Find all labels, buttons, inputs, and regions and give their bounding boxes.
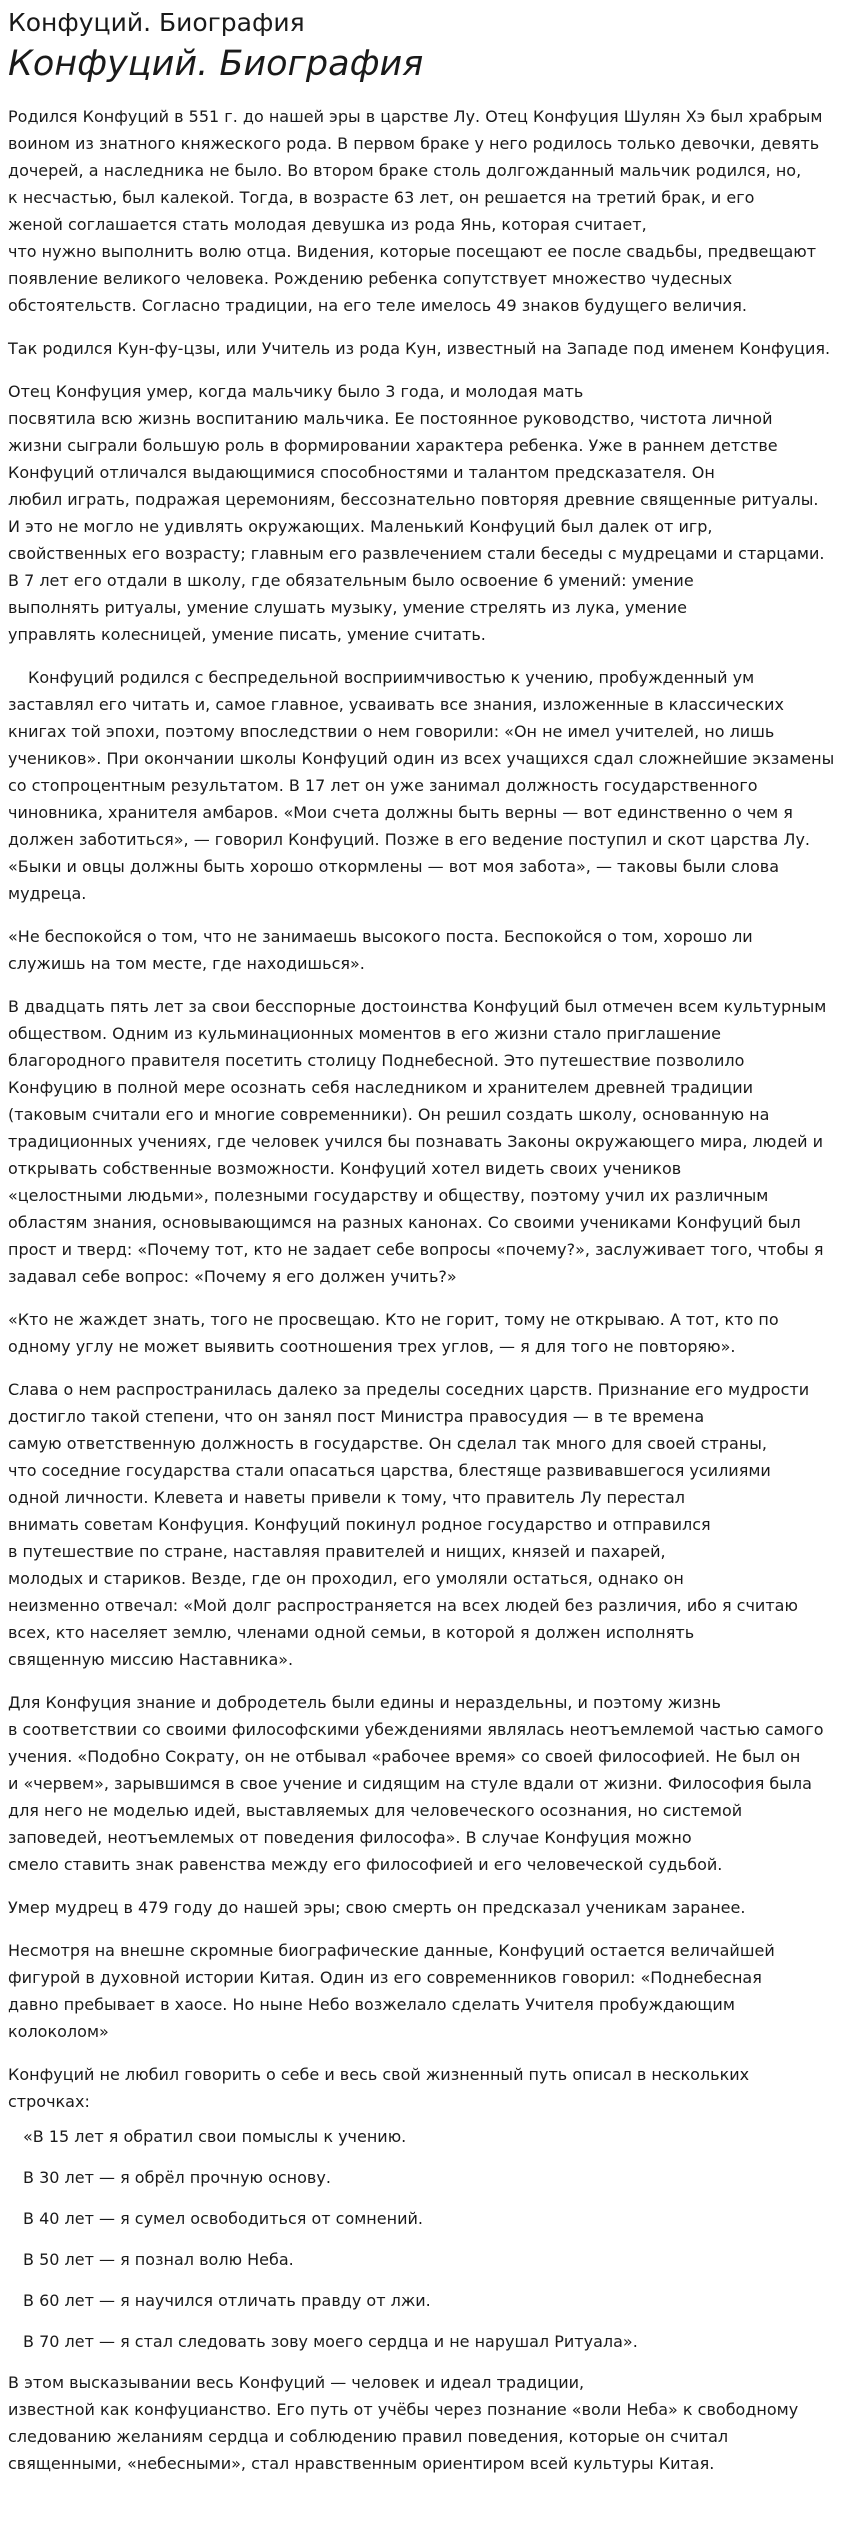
quote-duty: «Не беспокойся о том, что не занимаешь высокого поста. Беспокойся о том, хорошо ли служишь на том месте, где находишься». (8, 927, 753, 973)
article-heading: Конфуций. Биография (8, 44, 424, 84)
paragraph-learning: Конфуций родился с беспредельной восприимчивостью к учению, пробужденный ум заставлял его читать и, самое главное, усваивать все знания, изложенные в классических книгах той эпохи, поэтому впоследствии о нем говорили: «Он не имел учителей, но лишь учеников». При окончании школы Конфуций один из всех учащихся сдал сложнейшие экзамены со стопроцентным результатом. В 17 лет он уже занимал должность государственного чиновника, хранителя амбаров. «Мои счета должны быть верны — вот единственно о чем я должен заботиться», — говорил Конфуций. Позже в его ведение поступил и скот царства Лу. «Быки и овцы должны быть хорошо откормлены — вот моя забота», — таковы были слова мудреца. (8, 668, 835, 903)
saying-item: В 50 лет — я познал волю Неба. (23, 2250, 294, 2269)
paragraph-life-intro: Конфуций не любил говорить о себе и весь свой жизненный путь описал в нескольких строчках: (8, 2065, 750, 2111)
paragraph-school: В двадцать пять лет за свои бесспорные достоинства Конфуций был отмечен всем культурным обществом. Одним из кульминационных моментов в его жизни стало приглашение благородного правителя посетить столицу Поднебесной. Это путешествие позволило Конфуцию в полной мере осознать себя наследником и хранителем древней традиции (таковым считали его и многие современники). Он решил создать школу, основанную на традиционных учениях, где человек учился бы познавать Законы окружающего мира, людей и открывать собственные возможности. Конфуций хотел видеть своих учеников «целостными людьми», полезными государству и обществу, поэтому учил их различным областям знания, основывающимся на разных канонах. Со своими учениками Конфуций был прост и тверд: «Почему тот, кто не задает себе вопросы «почему?», заслуживает того, чтобы я задавал себе вопрос: «Почему я его должен учить?» (8, 997, 827, 1286)
paragraph-name: Так родился Кун-фу-цзы, или Учитель из рода Кун, известный на Западе под именем Конфуция. (8, 339, 831, 358)
saying-item: В 60 лет — я научился отличать правду от лжи. (23, 2291, 431, 2310)
sayings-list (8, 2123, 839, 2355)
paragraph-closing: В этом высказывании весь Конфуций — человек и идеал традиции, известной как конфуцианство. Его путь от учёбы через познание «воли Неба» к свободному следованию желаниям сердца и соблюдению правил поведения, которые он считал священными, «небесными», стал нравственным ориентиром всей культуры Китая. (8, 2373, 799, 2473)
page-tab-title: Конфуций. Биография (8, 8, 305, 37)
saying-item: В 30 лет — я обрёл прочную основу. (23, 2168, 331, 2187)
paragraph-childhood: Отец Конфуция умер, когда мальчику было 3 года, и молодая мать посвятила всю жизнь воспитанию мальчика. Ее постоянное руководство, чистота личной жизни сыграли большую роль в формировании характера ребенка. Уже в раннем детстве Конфуций отличался выдающимися способностями и талантом предсказателя. Он любил играть, подражая церемониям, бессознательно повторяя древние священные ритуалы. И это не могло не удивлять окружающих. Маленький Конфуций был далек от игр, свойственных его возрасту; главным его развлечением стали беседы с мудрецами и старцами. В 7 лет его отдали в школу, где обязательным было освоение 6 умений: умение выполнять ритуалы, умение слушать музыку, умение стрелять из лука, умение управлять колесницей, умение писать, умение считать. (8, 382, 825, 644)
article-body (8, 103, 839, 2477)
paragraph-fame: Слава о нем распространилась далеко за пределы соседних царств. Признание его мудрости достигло такой степени, что он занял пост Министра правосудия — в те времена самую ответственную должность в государстве. Он сделал так много для своей страны, что соседние государства стали опасаться царства, блестяще развивавшегося усилиями одной личности. Клевета и наветы привели к тому, что правитель Лу перестал внимать советам Конфуция. Конфуций покинул родное государство и отправился в путешествие по стране, наставляя правителей и нищих, князей и пахарей, молодых и стариков. Везде, где он проходил, его умоляли остаться, однако он неизменно отвечал: «Мой долг распространяется на всех людей без различия, ибо я считаю всех, кто населяет землю, членами одной семьи, в которой я должен исполнять священную миссию Наставника». (8, 1380, 810, 1669)
paragraph-legacy: Несмотря на внешне скромные биографические данные, Конфуций остается величайшей фигурой в духовной истории Китая. Один из его современников говорил: «Поднебесная давно пребывает в хаосе. Но ныне Небо возжелало сделать Учителя пробуждающим колоколом» (8, 1941, 775, 2041)
paragraph-death: Умер мудрец в 479 году до нашей эры; свою смерть он предсказал ученикам заранее. (8, 1898, 746, 1917)
quote-teaching: «Кто не жаждет знать, того не просвещаю. Кто не горит, тому не открываю. А тот, кто по одному углу не может выявить соотношения трех углов, — я для того не повторяю». (8, 1310, 779, 1356)
saying-item: В 70 лет — я стал следовать зову моего сердца и не нарушал Ритуала». (23, 2332, 638, 2351)
saying-item: В 40 лет — я сумел освободиться от сомнений. (23, 2209, 423, 2228)
paragraph-birth: Родился Конфуций в 551 г. до нашей эры в царстве Лу. Отец Конфуция Шулян Хэ был храбрым воином из знатного княжеского рода. В первом браке у него родилось только девочки, девять дочерей, а наследника не было. Во втором браке столь долгожданный мальчик родился, но, к несчастью, был калекой. Тогда, в возрасте 63 лет, он решается на третий брак, и его женой соглашается стать молодая девушка из рода Янь, которая считает, что нужно выполнить волю отца. Видения, которые посещают ее после свадьбы, предвещают появление великого человека. Рождению ребенка сопутствует множество чудесных обстоятельств. Согласно традиции, на его теле имелось 49 знаков будущего величия. (8, 107, 823, 315)
saying-item: «В 15 лет я обратил свои помыслы к учению. (23, 2127, 407, 2146)
paragraph-philosophy: Для Конфуция знание и добродетель были едины и нераздельны, и поэтому жизнь в соответствии со своими философскими убеждениями являлась неотъемлемой частью самого учения. «Подобно Сократу, он не отбывал «рабочее время» со своей философией. Не был он и «червем», зарывшимся в свое учение и сидящим на стуле вдали от жизни. Философия была для него не моделью идей, выставляемых для человеческого осознания, но системой заповедей, неотъемлемых от поведения философа». В случае Конфуция можно смело ставить знак равенства между его философией и его человеческой судьбой. (8, 1693, 824, 1874)
